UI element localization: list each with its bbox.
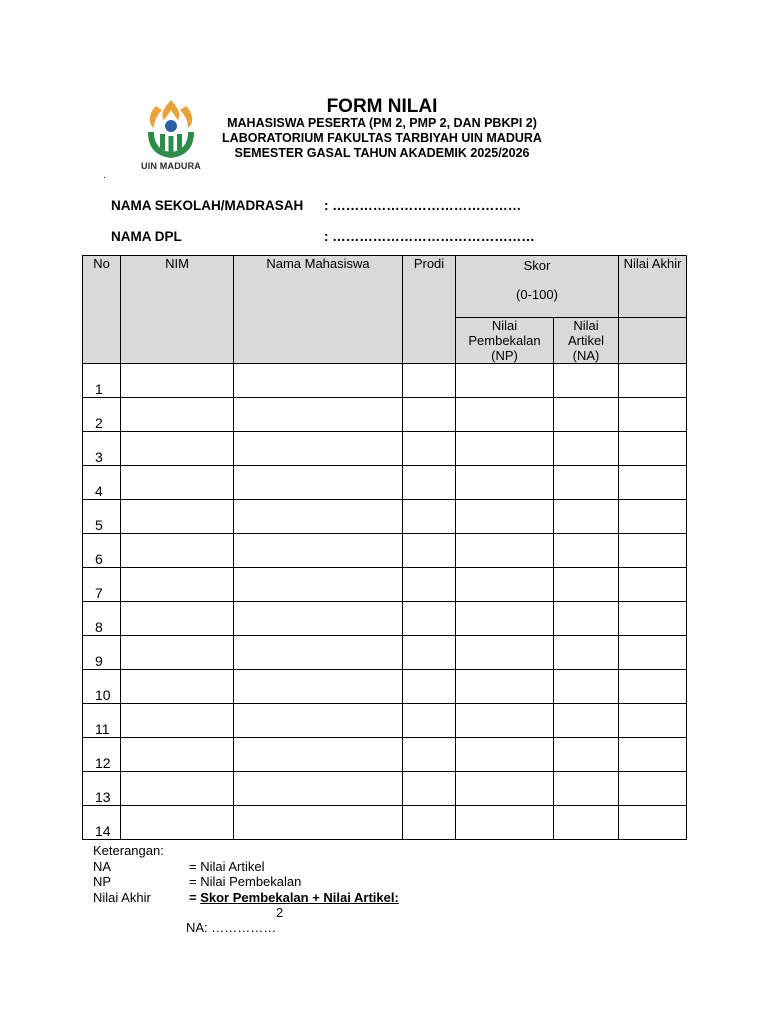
row-np[interactable] — [456, 636, 554, 670]
dpl-field — [111, 229, 535, 244]
row-nim[interactable] — [121, 466, 234, 500]
row-nama[interactable] — [234, 772, 403, 806]
header-nilai-artikel: Nilai Artikel (NA) — [554, 318, 619, 364]
row-no: 6 — [83, 534, 121, 568]
row-no: 13 — [83, 772, 121, 806]
row-prodi[interactable] — [403, 534, 456, 568]
row-nilai-akhir[interactable] — [619, 670, 687, 704]
row-np[interactable] — [456, 534, 554, 568]
row-no: 8 — [83, 602, 121, 636]
row-na[interactable] — [554, 432, 619, 466]
row-no: 11 — [83, 704, 121, 738]
row-no: 9 — [83, 636, 121, 670]
row-nim[interactable] — [121, 806, 234, 840]
row-nama[interactable] — [234, 364, 403, 398]
row-prodi[interactable] — [403, 772, 456, 806]
row-nim[interactable] — [121, 704, 234, 738]
row-na[interactable] — [554, 466, 619, 500]
row-nilai-akhir[interactable] — [619, 534, 687, 568]
row-nama[interactable] — [234, 568, 403, 602]
header-nilai-pembekalan: Nilai Pembekalan (NP) — [456, 318, 554, 364]
row-np[interactable] — [456, 398, 554, 432]
row-prodi[interactable] — [403, 568, 456, 602]
row-prodi[interactable] — [403, 602, 456, 636]
table-row — [83, 568, 687, 602]
row-nim[interactable] — [121, 500, 234, 534]
note-akhir-eq: = — [189, 889, 197, 905]
subtitle-line-3: SEMESTER GASAL TAHUN AKADEMIK 2025/2026 — [234, 146, 530, 160]
row-nilai-akhir[interactable] — [619, 398, 687, 432]
row-nama[interactable] — [234, 636, 403, 670]
row-prodi[interactable] — [403, 806, 456, 840]
row-nilai-akhir[interactable] — [619, 602, 687, 636]
row-nilai-akhir[interactable] — [619, 568, 687, 602]
table-row — [83, 636, 687, 670]
row-nim[interactable] — [121, 568, 234, 602]
table-row — [83, 670, 687, 704]
header-nilai-akhir: Nilai Akhir — [619, 256, 687, 318]
note-na-value: = Nilai Artikel — [189, 858, 265, 874]
table-row — [83, 772, 687, 806]
row-nama[interactable] — [234, 398, 403, 432]
row-nim[interactable] — [121, 398, 234, 432]
row-np[interactable] — [456, 568, 554, 602]
row-nilai-akhir[interactable] — [619, 432, 687, 466]
row-prodi[interactable] — [403, 398, 456, 432]
table-row — [83, 534, 687, 568]
header-skor — [456, 256, 619, 318]
table-row — [83, 364, 687, 398]
row-np[interactable] — [456, 432, 554, 466]
table-row — [83, 466, 687, 500]
row-prodi[interactable] — [403, 704, 456, 738]
row-na[interactable] — [554, 500, 619, 534]
row-prodi[interactable] — [403, 636, 456, 670]
row-no: 1 — [83, 364, 121, 398]
na-line: NA: …………… — [186, 920, 277, 935]
row-nim[interactable] — [121, 636, 234, 670]
table-row — [83, 704, 687, 738]
row-na[interactable] — [554, 602, 619, 636]
row-no: 14 — [83, 806, 121, 840]
row-np[interactable] — [456, 806, 554, 840]
header-skor-range: (0-100) — [516, 287, 558, 302]
row-nim[interactable] — [121, 432, 234, 466]
row-nilai-akhir[interactable] — [619, 500, 687, 534]
school-value: : …………………………………… — [324, 198, 522, 213]
dpl-label: NAMA DPL — [111, 229, 182, 244]
stray-mark: . — [103, 170, 106, 181]
row-nama[interactable] — [234, 534, 403, 568]
row-np[interactable] — [456, 772, 554, 806]
row-prodi[interactable] — [403, 738, 456, 772]
row-prodi[interactable] — [403, 500, 456, 534]
row-nama[interactable] — [234, 704, 403, 738]
row-nama[interactable] — [234, 432, 403, 466]
row-np[interactable] — [456, 500, 554, 534]
note-np-value: = Nilai Pembekalan — [189, 874, 302, 889]
row-na[interactable] — [554, 704, 619, 738]
row-nama[interactable] — [234, 806, 403, 840]
form-title: FORM NILAI — [326, 96, 438, 117]
row-prodi[interactable] — [403, 364, 456, 398]
row-np[interactable] — [456, 738, 554, 772]
row-np[interactable] — [456, 704, 554, 738]
grades-table — [82, 255, 687, 840]
row-no: 2 — [83, 398, 121, 432]
header-no: No — [83, 256, 121, 364]
row-nim[interactable] — [121, 534, 234, 568]
header-nim: NIM — [121, 256, 234, 364]
notes — [93, 843, 399, 905]
row-na[interactable] — [554, 568, 619, 602]
row-np[interactable] — [456, 602, 554, 636]
table-row — [83, 398, 687, 432]
row-np[interactable] — [456, 364, 554, 398]
row-nilai-akhir[interactable] — [619, 364, 687, 398]
row-nama[interactable] — [234, 500, 403, 534]
row-prodi[interactable] — [403, 466, 456, 500]
row-nim[interactable] — [121, 772, 234, 806]
row-na[interactable] — [554, 670, 619, 704]
row-nim[interactable] — [121, 602, 234, 636]
dpl-value: : ……………………………………… — [324, 229, 535, 244]
row-nim[interactable] — [121, 670, 234, 704]
row-prodi[interactable] — [403, 432, 456, 466]
row-na[interactable] — [554, 364, 619, 398]
row-prodi[interactable] — [403, 670, 456, 704]
subtitle-line-2: LABORATORIUM FAKULTAS TARBIYAH UIN MADURA — [222, 131, 542, 145]
row-nama[interactable] — [234, 466, 403, 500]
header-nama-mahasiswa: Nama Mahasiswa — [234, 256, 403, 364]
table-row — [83, 432, 687, 466]
header-nilai-akhir-sub — [619, 318, 687, 364]
subtitle-line-1: MAHASISWA PESERTA (PM 2, PMP 2, DAN PBKPI 2) — [227, 116, 537, 130]
row-na[interactable] — [554, 534, 619, 568]
row-no: 10 — [83, 670, 121, 704]
note-akhir-formula: Skor Pembekalan + Nilai Artikel: — [200, 889, 399, 905]
row-na[interactable] — [554, 636, 619, 670]
row-np[interactable] — [456, 466, 554, 500]
row-nama[interactable] — [234, 738, 403, 772]
notes-title: Keterangan: — [93, 843, 164, 858]
header-prodi: Prodi — [403, 256, 456, 364]
row-no: 7 — [83, 568, 121, 602]
row-nilai-akhir[interactable] — [619, 772, 687, 806]
school-field — [111, 198, 521, 213]
row-no: 3 — [83, 432, 121, 466]
row-np[interactable] — [456, 670, 554, 704]
row-no: 5 — [83, 500, 121, 534]
row-nilai-akhir[interactable] — [619, 466, 687, 500]
row-nilai-akhir[interactable] — [619, 704, 687, 738]
row-nim[interactable] — [121, 364, 234, 398]
logo-text: UIN MADURA — [141, 161, 201, 171]
row-no: 12 — [83, 738, 121, 772]
row-na[interactable] — [554, 738, 619, 772]
row-no: 4 — [83, 466, 121, 500]
note-na-key: NA — [93, 858, 112, 874]
table-row — [83, 602, 687, 636]
table-row — [83, 500, 687, 534]
row-nama[interactable] — [234, 602, 403, 636]
row-na[interactable] — [554, 772, 619, 806]
row-nilai-akhir[interactable] — [619, 738, 687, 772]
row-nim[interactable] — [121, 738, 234, 772]
row-na[interactable] — [554, 398, 619, 432]
row-nilai-akhir[interactable] — [619, 636, 687, 670]
formula-divisor: 2 — [276, 905, 284, 920]
table-row — [83, 738, 687, 772]
row-nilai-akhir[interactable] — [619, 806, 687, 840]
note-np-key: NP — [93, 874, 112, 889]
note-akhir-key: Nilai Akhir — [93, 889, 151, 905]
school-label: NAMA SEKOLAH/MADRASAH — [111, 198, 304, 213]
row-na[interactable] — [554, 806, 619, 840]
table-row — [83, 806, 687, 840]
row-nama[interactable] — [234, 670, 403, 704]
header-skor-label: Skor — [523, 258, 551, 273]
